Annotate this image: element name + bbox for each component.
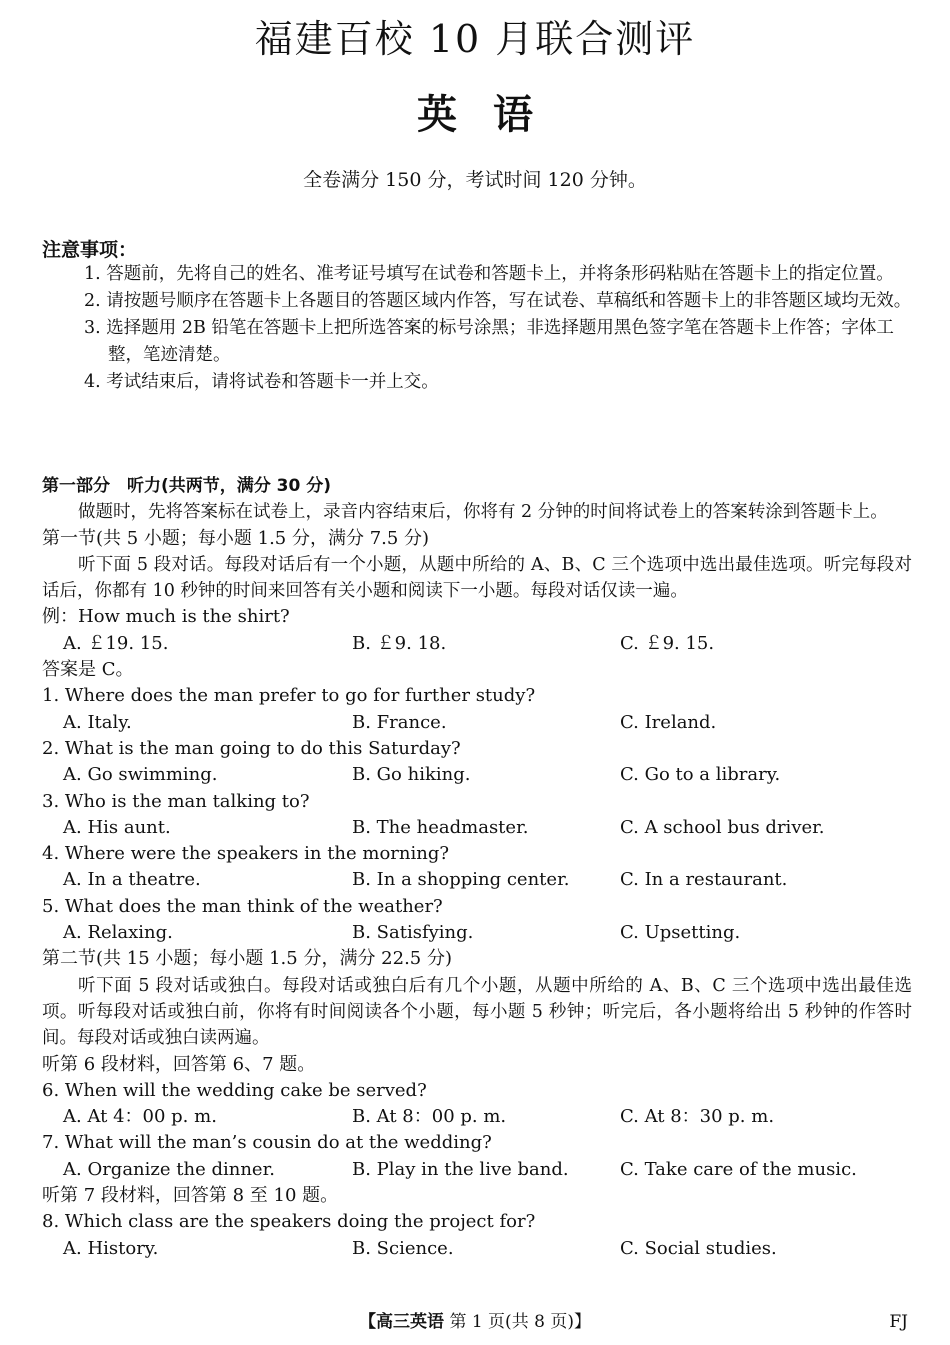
notes-heading: 注意事项： bbox=[42, 239, 138, 261]
note-item: 1. 答题前，先将自己的姓名、准考证号填写在试卷和答题卡上，并将条形码粘贴在答题卡上的指定位置。 bbox=[84, 264, 894, 284]
question-options bbox=[42, 1104, 912, 1130]
option-b: B. Satisfying. bbox=[352, 922, 474, 944]
part1-heading: 第一部分 听力(共两节，满分 30 分) bbox=[42, 476, 332, 496]
option-c: C. ￡9. 15. bbox=[620, 632, 715, 654]
question-options bbox=[42, 1236, 912, 1262]
option-a: A. Organize the dinner. bbox=[63, 1158, 275, 1180]
subject-title: 英语 bbox=[417, 91, 569, 138]
option-b: B. ￡9. 18. bbox=[352, 632, 447, 654]
listening-section bbox=[42, 473, 912, 1262]
option-c: C. At 8：30 p. m. bbox=[620, 1106, 775, 1128]
option-a: A. At 4：00 p. m. bbox=[63, 1106, 217, 1128]
page-footer bbox=[0, 1310, 950, 1334]
option-c: C. Take care of the music. bbox=[620, 1158, 857, 1180]
question-options bbox=[42, 920, 912, 946]
example-options bbox=[42, 631, 912, 657]
option-b: B. Go hiking. bbox=[352, 764, 471, 786]
option-c: C. In a restaurant. bbox=[620, 869, 788, 891]
question-options bbox=[42, 815, 912, 841]
material-7-instruction: 听第 7 段材料，回答第 8 至 10 题。 bbox=[42, 1185, 339, 1207]
option-c: C. Social studies. bbox=[620, 1237, 777, 1259]
footer-code: FJ bbox=[889, 1312, 908, 1332]
exam-title: 福建百校 10 月联合测评 bbox=[254, 17, 696, 61]
note-item: 2. 请按题号顺序在答题卡上各题目的答题区域内作答，写在试卷、草稿纸和答题卡上的非答题区域均无效。 bbox=[84, 291, 912, 311]
option-a: A. In a theatre. bbox=[63, 869, 201, 891]
section2-heading: 第二节(共 15 小题；每小题 1.5 分，满分 22.5 分) bbox=[42, 948, 452, 970]
option-b: B. Science. bbox=[352, 1237, 454, 1259]
question-options bbox=[42, 867, 912, 893]
question-stem: 7. What will the man’s cousin do at the wedding? bbox=[42, 1132, 492, 1154]
question-options bbox=[42, 710, 912, 736]
question-stem: 1. Where does the man prefer to go for further study? bbox=[42, 685, 536, 707]
option-b: B. France. bbox=[352, 711, 447, 733]
question-options bbox=[42, 1157, 912, 1183]
option-c: C. A school bus driver. bbox=[620, 816, 825, 838]
footer-label: 【高三英语 bbox=[359, 1312, 445, 1332]
part1-intro: 做题时，先将答案标在试卷上，录音内容结束后，你将有 2 分钟的时间将试卷上的答案转涂到答题卡上。 bbox=[78, 502, 888, 523]
option-b: B. The headmaster. bbox=[352, 816, 529, 838]
question-stem: 3. Who is the man talking to? bbox=[42, 790, 310, 812]
question-options bbox=[42, 762, 912, 788]
option-a: A. Go swimming. bbox=[63, 764, 218, 786]
option-a: A. His aunt. bbox=[63, 816, 171, 838]
option-a: A. History. bbox=[63, 1237, 159, 1259]
exam-info: 全卷满分 150 分，考试时间 120 分钟。 bbox=[303, 169, 647, 191]
option-a: A. Italy. bbox=[63, 711, 132, 733]
footer-page-number: 第 1 页(共 8 页)】 bbox=[449, 1312, 591, 1332]
example-answer: 答案是 C。 bbox=[42, 659, 134, 681]
option-a: A. Relaxing. bbox=[63, 922, 173, 944]
example-question: 例：How much is the shirt? bbox=[42, 606, 290, 628]
option-b: B. Play in the live band. bbox=[352, 1158, 569, 1180]
option-c: C. Go to a library. bbox=[620, 764, 781, 786]
option-a: A. ￡19. 15. bbox=[63, 632, 169, 654]
option-b: B. At 8：00 p. m. bbox=[352, 1106, 507, 1128]
question-stem: 4. Where were the speakers in the morning? bbox=[42, 843, 450, 865]
note-item: 4. 考试结束后，请将试卷和答题卡一并上交。 bbox=[84, 372, 439, 392]
section2-intro: 听下面 5 段对话或独白。每段对话或独白后有几个小题，从题中所给的 A、B、C 三个选项中选出最佳选项。听每段对话或独白前，你将有时间阅读各个小题，每小题 5 秒钟；听完后，各小题将给出 5 秒钟的作答时间。每段对话或独白读两遍。 bbox=[42, 975, 912, 1049]
note-item: 3. 选择题用 2B 铅笔在答题卡上把所选答案的标号涂黑；非选择题用黑色签字笔在答题卡上作答；字体工整，笔迹清楚。 bbox=[84, 318, 894, 365]
option-b: B. In a shopping center. bbox=[352, 869, 570, 891]
option-c: C. Upsetting. bbox=[620, 922, 741, 944]
question-stem: 2. What is the man going to do this Saturday? bbox=[42, 737, 461, 759]
question-stem: 6. When will the wedding cake be served? bbox=[42, 1079, 427, 1101]
section1-heading: 第一节(共 5 小题；每小题 1.5 分，满分 7.5 分) bbox=[42, 527, 430, 549]
question-stem: 8. Which class are the speakers doing the project for? bbox=[42, 1211, 536, 1233]
question-stem: 5. What does the man think of the weather? bbox=[42, 895, 443, 917]
section1-intro: 听下面 5 段对话。每段对话后有一个小题，从题中所给的 A、B、C 三个选项中选出最佳选项。听完每段对话后，你都有 10 秒钟的时间来回答有关小题和阅读下一小题。每段对话仅读一遍。 bbox=[42, 554, 912, 602]
notes-list bbox=[84, 261, 912, 396]
material-6-instruction: 听第 6 段材料，回答第 6、7 题。 bbox=[42, 1053, 316, 1075]
option-c: C. Ireland. bbox=[620, 711, 717, 733]
